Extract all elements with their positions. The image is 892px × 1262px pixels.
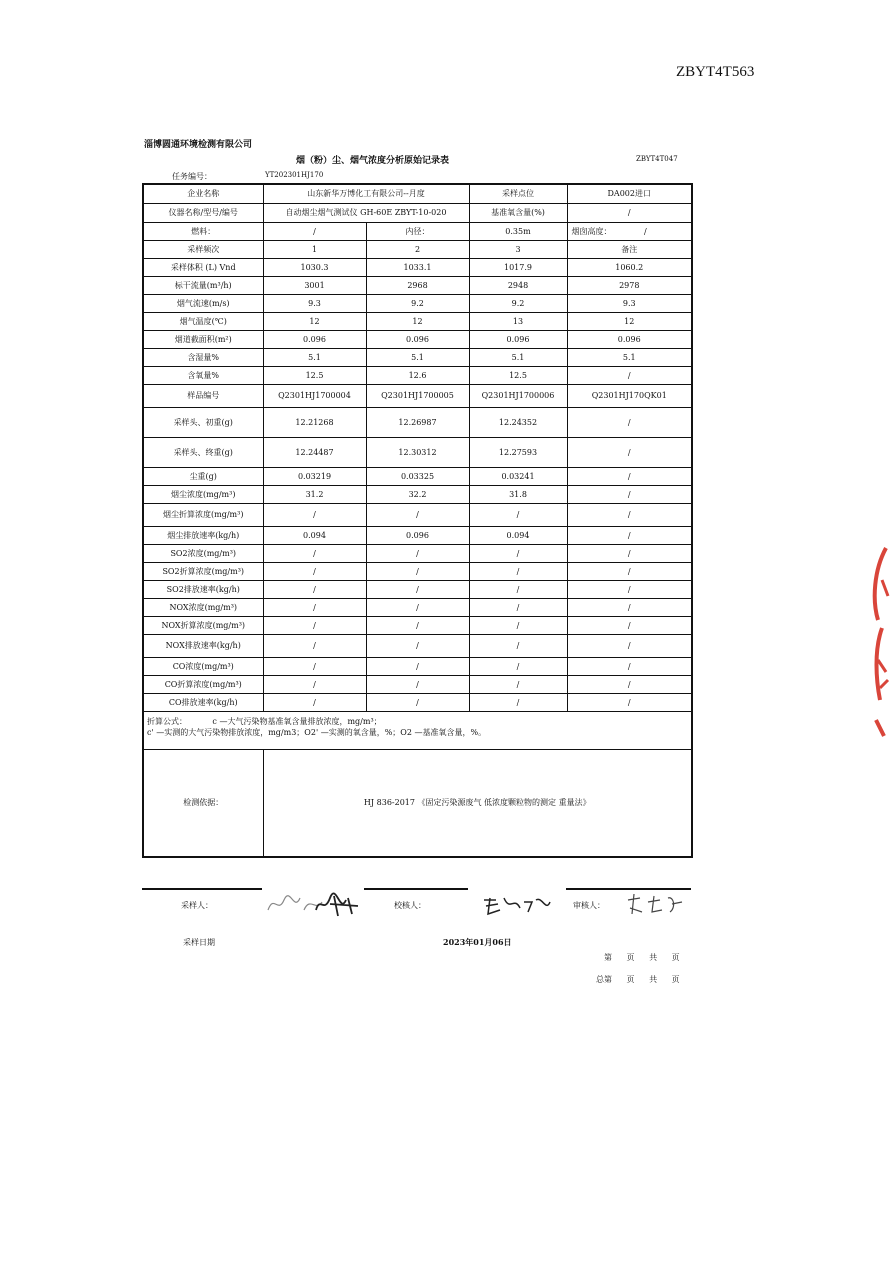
table-cell: /: [263, 544, 366, 562]
table-cell: /: [366, 675, 469, 693]
table-cell: 0.096: [469, 330, 567, 348]
table-row: [143, 562, 692, 580]
row-label: NOX折算浓度(mg/m³): [143, 616, 263, 634]
table-cell: /: [567, 526, 692, 544]
signature-line: [142, 888, 262, 890]
table-cell: 0.096: [567, 330, 692, 348]
table-cell: /: [263, 634, 366, 657]
table-cell: 1030.3: [263, 258, 366, 276]
table-row: [143, 526, 692, 544]
row-label: 含氧量%: [143, 366, 263, 384]
table-cell: /: [567, 467, 692, 485]
table-row: [143, 657, 692, 675]
enterprise-row: [143, 184, 692, 203]
fuel-row: [143, 222, 692, 240]
formula-line-2: c' —实测的大气污染物排放浓度，mg/m3；O2' —实测的氧含量，%；O2 —基准氧含量，%。: [147, 727, 487, 737]
table-row: [143, 467, 692, 485]
table-cell: 3001: [263, 276, 366, 294]
stack-height-value: /: [644, 226, 647, 236]
table-row: [143, 366, 692, 384]
table-cell: /: [366, 598, 469, 616]
row-label: 烟气温度(℃): [143, 312, 263, 330]
basis-value: HJ 836-2017 《固定污染源废气 低浓度颗粒物的测定 重量法》: [263, 749, 692, 857]
document-id: ZBYT4T563: [676, 64, 755, 80]
total-page-number: 总第 页 共 页: [596, 975, 680, 984]
table-cell: /: [567, 675, 692, 693]
table-cell: /: [366, 657, 469, 675]
table-cell: 12.27593: [469, 437, 567, 467]
table-cell: 2968: [366, 276, 469, 294]
table-cell: /: [263, 503, 366, 526]
task-number-label: 任务编号：: [172, 172, 212, 181]
table-row: [143, 312, 692, 330]
table-cell: 2948: [469, 276, 567, 294]
signature-row: [142, 888, 691, 924]
sample-point-label: 采样点位: [469, 184, 567, 203]
basis-label: 检测依据：: [143, 749, 263, 857]
table-cell: 9.2: [366, 294, 469, 312]
row-label: SO2浓度(mg/m³): [143, 544, 263, 562]
table-row: [143, 407, 692, 437]
table-cell: /: [567, 503, 692, 526]
table-cell: Q2301HJ1700005: [366, 384, 469, 407]
table-row: [143, 330, 692, 348]
table-cell: 12.30312: [366, 437, 469, 467]
table-cell: 9.3: [567, 294, 692, 312]
table-cell: 5.1: [263, 348, 366, 366]
table-cell: 0.096: [366, 526, 469, 544]
table-cell: /: [567, 437, 692, 467]
table-cell: /: [567, 544, 692, 562]
company-name: 淄博圆通环境检测有限公司: [144, 140, 253, 150]
table-cell: /: [469, 675, 567, 693]
table-cell: 31.2: [263, 485, 366, 503]
table-cell: /: [469, 657, 567, 675]
table-cell: 9.2: [469, 294, 567, 312]
table-cell: 32.2: [366, 485, 469, 503]
table-cell: 备注: [567, 240, 692, 258]
row-label: NOX浓度(mg/m³): [143, 598, 263, 616]
table-cell: /: [469, 616, 567, 634]
task-number-value: YT202301HJ170: [265, 171, 324, 179]
row-label: 样品编号: [143, 384, 263, 407]
ref-oxygen-value: /: [567, 203, 692, 222]
table-cell: /: [567, 657, 692, 675]
table-cell: 5.1: [469, 348, 567, 366]
table-row: [143, 503, 692, 526]
table-cell: /: [366, 580, 469, 598]
table-cell: 1017.9: [469, 258, 567, 276]
table-cell: /: [263, 657, 366, 675]
table-cell: /: [567, 407, 692, 437]
checker-signature: [480, 892, 552, 916]
table-cell: 0.03241: [469, 467, 567, 485]
table-cell: /: [366, 544, 469, 562]
fuel-label: 燃料：: [143, 222, 263, 240]
table-cell: 12.5: [469, 366, 567, 384]
table-cell: 13: [469, 312, 567, 330]
table-cell: 12: [567, 312, 692, 330]
table-cell: /: [469, 634, 567, 657]
formula-row: [143, 711, 692, 749]
table-cell: 31.8: [469, 485, 567, 503]
table-cell: 5.1: [366, 348, 469, 366]
enterprise-label: 企业名称: [143, 184, 263, 203]
row-label: 标干流量(m³/h): [143, 276, 263, 294]
table-cell: /: [469, 580, 567, 598]
signature-line: [364, 888, 468, 890]
table-row: [143, 634, 692, 657]
enterprise-value: 山东新华万博化工有限公司--月度: [263, 184, 469, 203]
reviewer-label: 审核人：: [573, 901, 605, 910]
red-stamp-fragment: [870, 540, 892, 740]
table-cell: 0.096: [366, 330, 469, 348]
reviewer-signature: [622, 890, 686, 918]
table-cell: 2978: [567, 276, 692, 294]
row-label: 尘重(g): [143, 467, 263, 485]
table-cell: /: [263, 598, 366, 616]
table-row: [143, 294, 692, 312]
table-row: [143, 675, 692, 693]
table-row: [143, 485, 692, 503]
table-cell: /: [567, 634, 692, 657]
instrument-row: [143, 203, 692, 222]
table-cell: /: [366, 562, 469, 580]
stack-height-label: 烟囱高度：: [571, 226, 612, 236]
table-cell: 0.094: [263, 526, 366, 544]
table-cell: 12: [366, 312, 469, 330]
row-label: CO折算浓度(mg/m³): [143, 675, 263, 693]
row-label: 含湿量%: [143, 348, 263, 366]
page-number: 第 页 共 页: [604, 953, 680, 962]
table-cell: /: [567, 693, 692, 711]
table-row: [143, 384, 692, 407]
table-cell: /: [567, 562, 692, 580]
table-cell: Q2301HJ1700006: [469, 384, 567, 407]
row-label: SO2排放速率(kg/h): [143, 580, 263, 598]
sampler-label: 采样人：: [181, 901, 213, 910]
row-label: 采样头、终重(g): [143, 437, 263, 467]
basis-row: [143, 749, 692, 857]
sample-point-value: DA002进口: [567, 184, 692, 203]
table-cell: 0.03325: [366, 467, 469, 485]
fuel-value: /: [263, 222, 366, 240]
table-cell: Q2301HJ170QK01: [567, 384, 692, 407]
table-cell: 12.21268: [263, 407, 366, 437]
table-cell: /: [567, 580, 692, 598]
table-cell: 12.5: [263, 366, 366, 384]
table-row: [143, 258, 692, 276]
table-cell: 12.6: [366, 366, 469, 384]
table-cell: /: [567, 366, 692, 384]
record-table: [142, 183, 693, 858]
table-row: [143, 693, 692, 711]
table-cell: 12: [263, 312, 366, 330]
row-label: CO浓度(mg/m³): [143, 657, 263, 675]
table-cell: 5.1: [567, 348, 692, 366]
table-cell: /: [567, 485, 692, 503]
table-row: [143, 240, 692, 258]
table-cell: /: [263, 616, 366, 634]
instrument-value: 自动烟尘烟气测试仪 GH-60E ZBYT-10-020: [263, 203, 469, 222]
form-code: ZBYT4T047: [636, 155, 678, 163]
formula-text: [143, 711, 692, 749]
diameter-label: 内径：: [366, 222, 469, 240]
table-cell: /: [263, 580, 366, 598]
sample-date-value: 2023年01月06日: [443, 937, 512, 947]
stack-height-cell: [567, 222, 692, 240]
table-cell: /: [469, 544, 567, 562]
row-label: 采样头、初重(g): [143, 407, 263, 437]
table-cell: /: [263, 675, 366, 693]
table-cell: /: [469, 693, 567, 711]
row-label: 烟气流速(m/s): [143, 294, 263, 312]
table-cell: 3: [469, 240, 567, 258]
ref-oxygen-label: 基准氧含量(%): [469, 203, 567, 222]
table-row: [143, 544, 692, 562]
instrument-label: 仪器名称/型号/编号: [143, 203, 263, 222]
row-label: 烟尘排放速率(kg/h): [143, 526, 263, 544]
table-row: [143, 437, 692, 467]
row-label: 采样频次: [143, 240, 263, 258]
checker-label: 校核人：: [394, 901, 426, 910]
table-cell: /: [567, 616, 692, 634]
diameter-value: 0.35m: [469, 222, 567, 240]
table-cell: 2: [366, 240, 469, 258]
table-cell: /: [366, 503, 469, 526]
table-cell: 1033.1: [366, 258, 469, 276]
table-cell: 12.24352: [469, 407, 567, 437]
table-cell: /: [366, 693, 469, 711]
table-cell: /: [366, 616, 469, 634]
table-row: [143, 348, 692, 366]
table-cell: 1: [263, 240, 366, 258]
row-label: 烟道截面积(m²): [143, 330, 263, 348]
table-cell: /: [567, 598, 692, 616]
row-label: 烟尘浓度(mg/m³): [143, 485, 263, 503]
table-cell: 1060.2: [567, 258, 692, 276]
sample-date-label: 采样日期: [183, 938, 215, 947]
form-title: 烟（粉）尘、烟气浓度分析原始记录表: [296, 156, 450, 166]
table-cell: 12.26987: [366, 407, 469, 437]
table-cell: 0.096: [263, 330, 366, 348]
table-cell: /: [469, 598, 567, 616]
table-row: [143, 276, 692, 294]
table-row: [143, 616, 692, 634]
table-cell: 9.3: [263, 294, 366, 312]
sampler-signature: [264, 890, 364, 918]
row-label: NOX排放速率(kg/h): [143, 634, 263, 657]
table-cell: /: [366, 634, 469, 657]
row-label: 采样体积 (L) Vnd: [143, 258, 263, 276]
table-cell: /: [469, 503, 567, 526]
table-row: [143, 598, 692, 616]
row-label: CO排放速率(kg/h): [143, 693, 263, 711]
row-label: 烟尘折算浓度(mg/m³): [143, 503, 263, 526]
table-cell: /: [469, 562, 567, 580]
table-cell: 12.24487: [263, 437, 366, 467]
table-cell: 0.094: [469, 526, 567, 544]
table-cell: 0.03219: [263, 467, 366, 485]
table-cell: /: [263, 562, 366, 580]
table-cell: Q2301HJ1700004: [263, 384, 366, 407]
table-cell: /: [263, 693, 366, 711]
row-label: SO2折算浓度(mg/m³): [143, 562, 263, 580]
formula-line-1: 折算公式： c —大气污染物基准氧含量排放浓度，mg/m³；: [147, 716, 382, 726]
table-row: [143, 580, 692, 598]
